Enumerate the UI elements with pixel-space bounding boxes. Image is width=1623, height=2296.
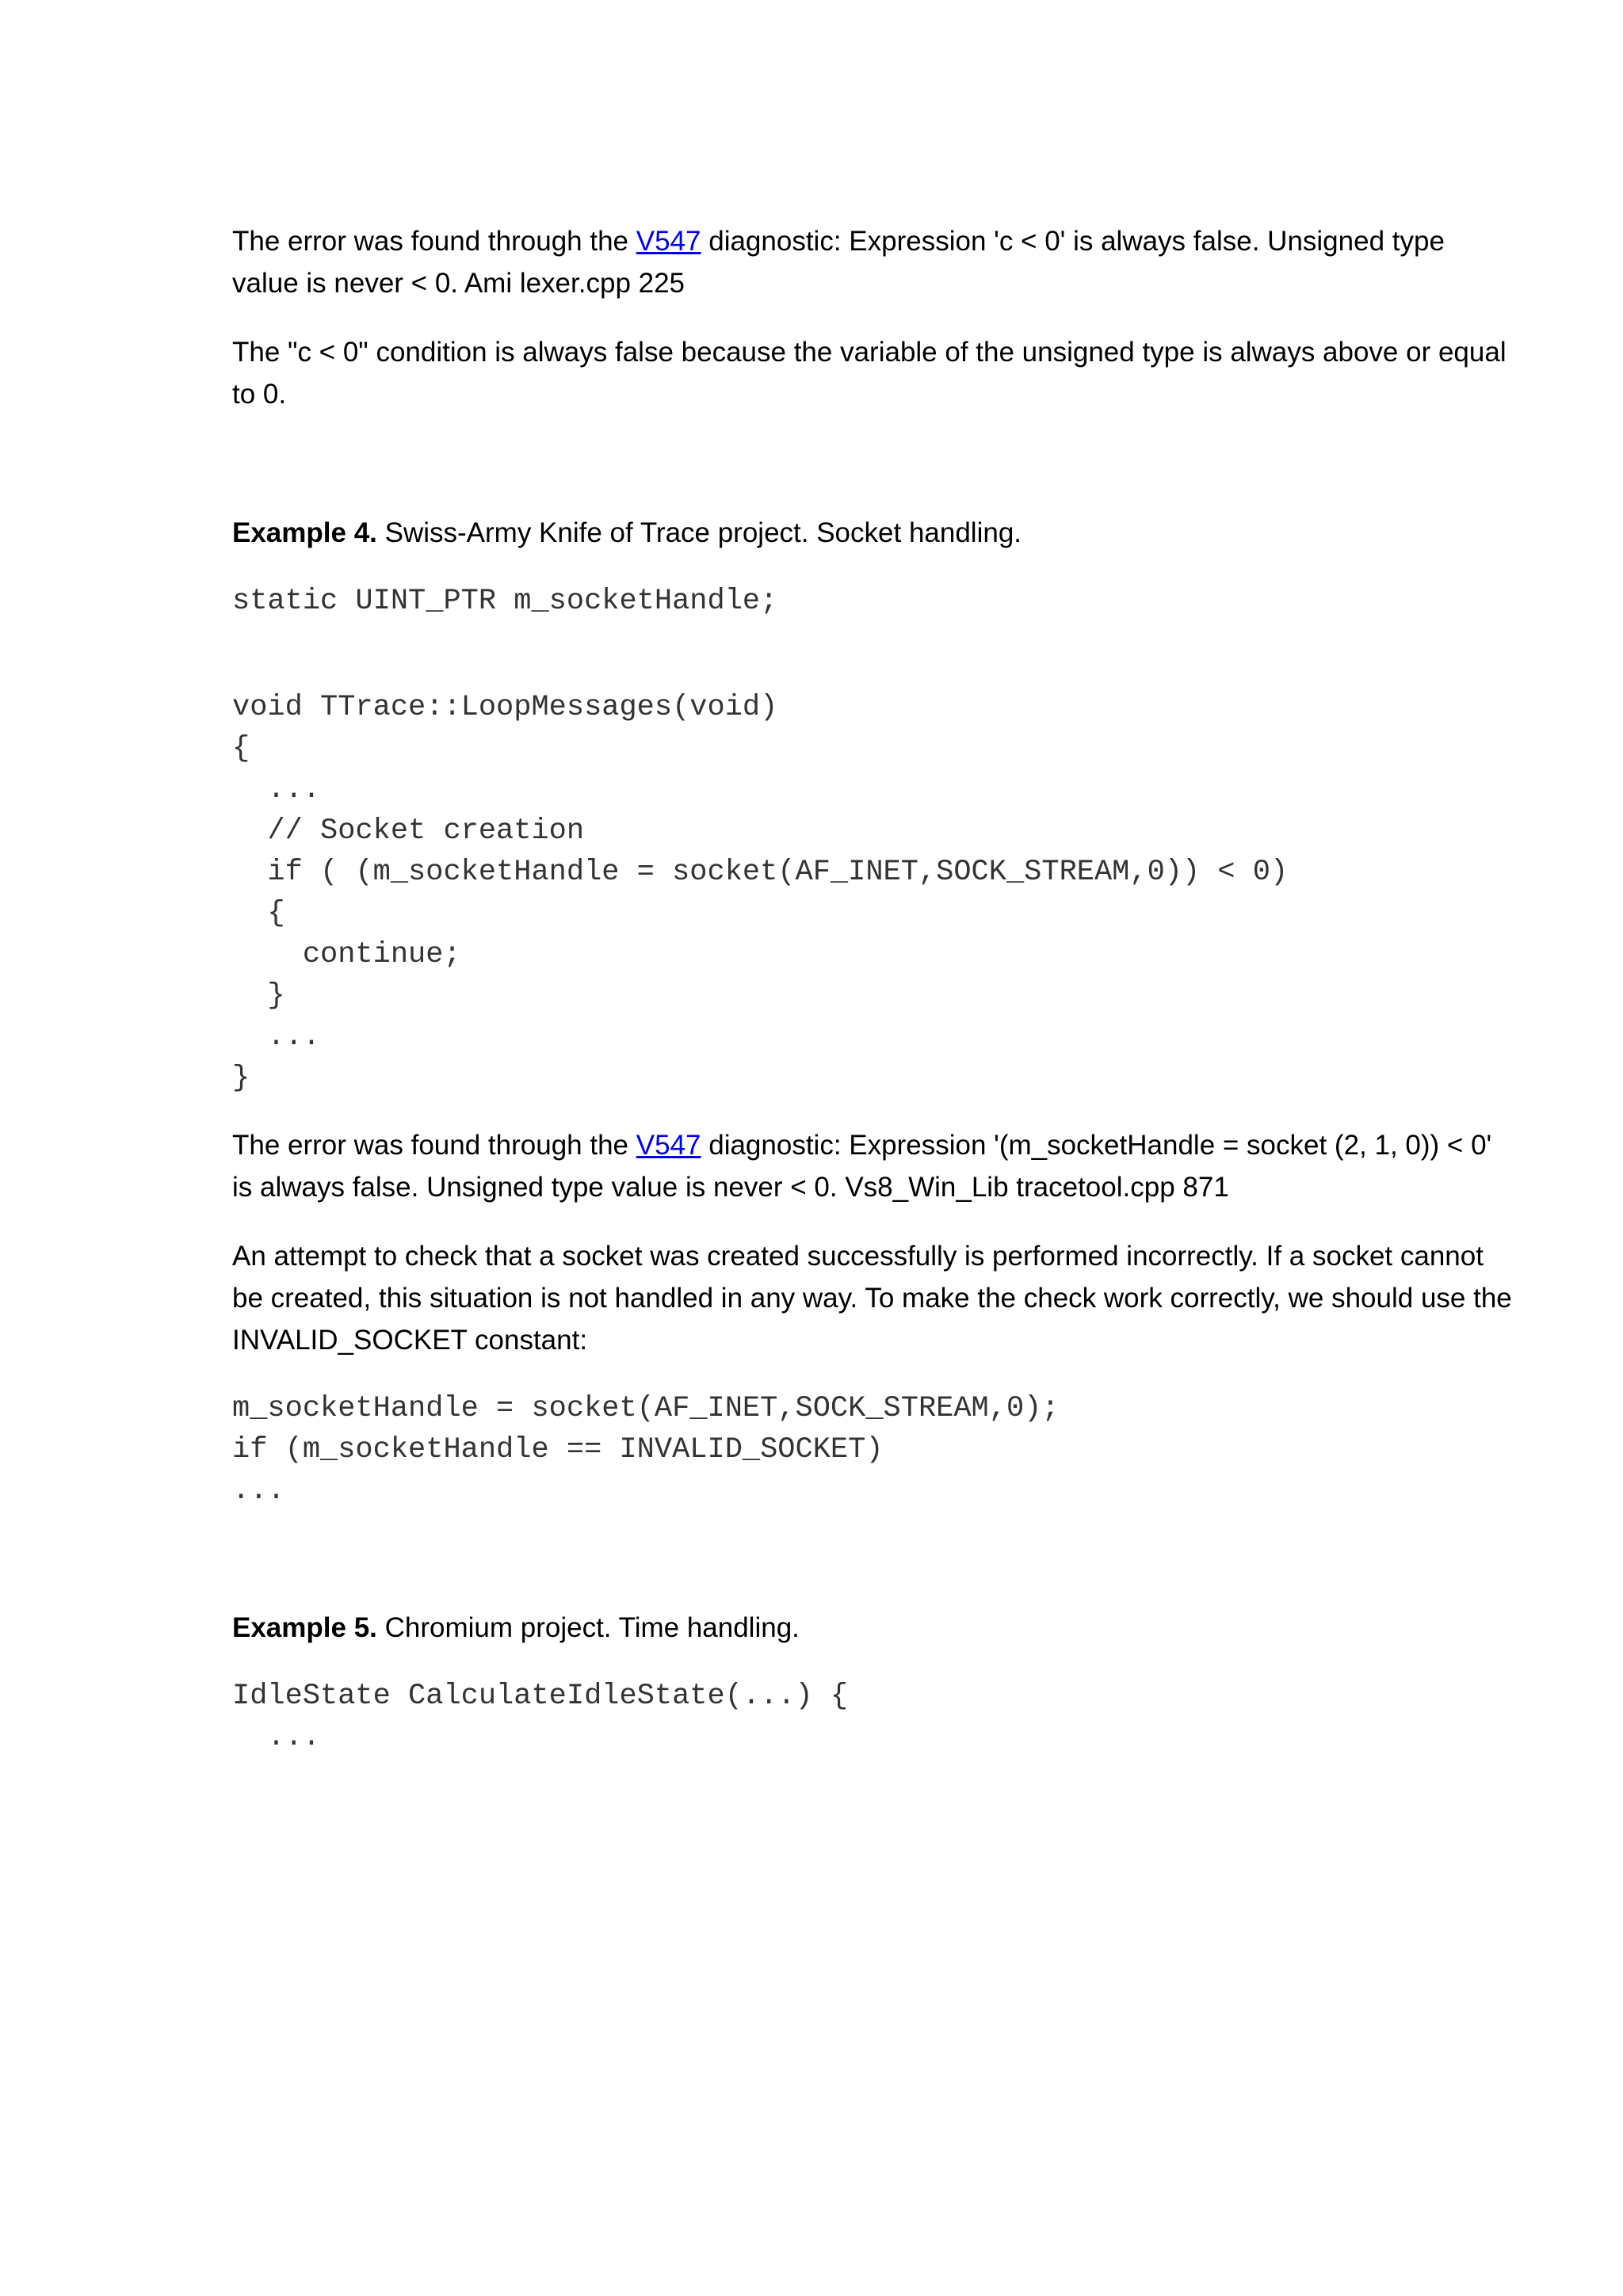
code-block [232,1676,1516,1758]
spacer [232,1537,1516,1607]
diagnostic-link[interactable]: V547 [636,226,701,257]
explanation-paragraph: The "c < 0" condition is always false because the variable of the unsigned type is always above or equal to 0. [232,337,1507,410]
explanation-paragraph: An attempt to check that a socket was created successfully is performed incorrectly. If a socket cannot be created, this situation is not handled in any way. To make the check work correctly, we should use the INVALID_SOCKET constant: [232,1241,1512,1356]
code-line: continue; [232,938,461,971]
document-page [232,220,1516,1783]
example-heading [232,1607,1516,1649]
code-block [232,687,1516,1099]
code-block [232,581,1516,622]
code-line: ... [232,1721,321,1754]
example-label: Example 4. [232,517,377,548]
spacer [232,647,1516,687]
code-line: void TTrace::LoopMessages(void) [232,691,778,724]
code-line: m_socketHandle = socket(AF_INET,SOCK_STREAM,0); [232,1392,1060,1425]
code-line: } [232,1062,250,1095]
code-line: ... [232,773,321,807]
code-line: { [232,732,250,765]
code-line: ... [232,1020,321,1054]
code-line: { [232,897,285,930]
code-line: if ( (m_socketHandle = socket(AF_INET,SOCK_STREAM,0)) < 0) [232,856,1289,889]
code-line: ... [232,1474,285,1508]
spacer [232,442,1516,512]
code-line: // Socket creation [232,814,585,848]
paragraph-text: The error was found through the [232,226,636,257]
paragraph-text: diagnostic: Expression 'c < 0' is always false. Unsigned type value is never < 0. Ami lexer.cpp 225 [232,226,1445,299]
example-title: Chromium project. Time handling. [376,1612,800,1643]
example-title: Swiss-Army Knife of Trace project. Socket handling. [376,517,1022,548]
example-heading [232,512,1516,554]
code-line: if (m_socketHandle == INVALID_SOCKET) [232,1433,884,1466]
diagnostic-paragraph [232,1124,1516,1208]
paragraph-text: diagnostic: Expression '(m_socketHandle = socket (2, 1, 0)) < 0' is always false. Unsigned type value is never < 0. Vs8_Win_Lib tracetool.cpp 871 [232,1130,1492,1203]
diagnostic-paragraph [232,220,1516,304]
example-label: Example 5. [232,1612,377,1643]
code-line: static UINT_PTR m_socketHandle; [232,585,778,618]
code-line: IdleState CalculateIdleState(...) { [232,1680,849,1713]
code-block [232,1388,1516,1512]
paragraph-text: The error was found through the [232,1130,636,1161]
code-line: } [232,979,285,1013]
diagnostic-link[interactable]: V547 [636,1130,701,1161]
